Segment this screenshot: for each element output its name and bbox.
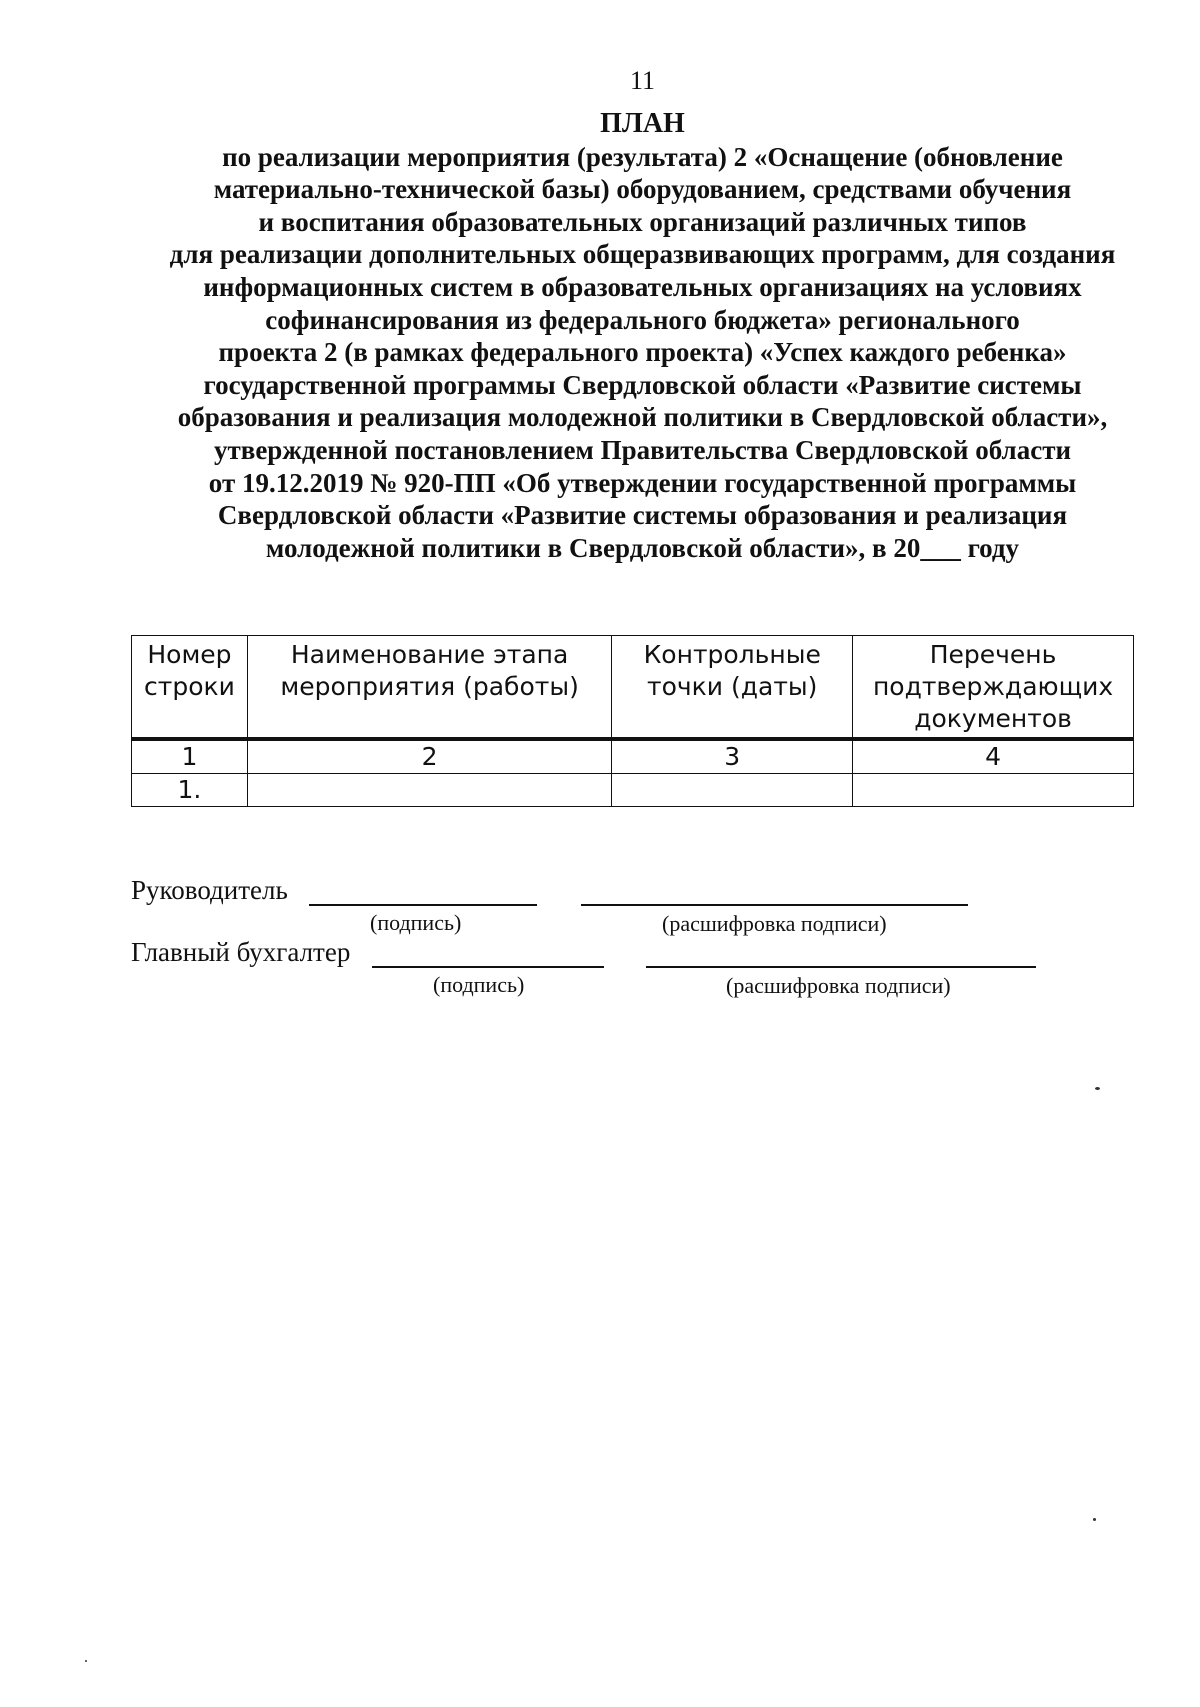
title-line: софинансирования из федерального бюджета» регионального — [265, 304, 1020, 335]
accountant-signature-line — [372, 966, 604, 968]
table-cell — [247, 774, 611, 807]
head-decoding-line — [581, 904, 968, 906]
head-label: Руководитель — [131, 875, 288, 905]
table-numbering-row — [132, 739, 1134, 774]
table-header-row — [132, 636, 1134, 740]
title-line: Свердловской области «Развитие системы образования и реализация — [217, 500, 1068, 531]
accountant-signature-caption: (подпись) — [433, 972, 525, 997]
title-line: материально-технической базы) оборудованием, средствами обучения — [213, 174, 1072, 205]
title-line: молодежной политики в Свердловской области», в 20___ году — [265, 532, 1020, 563]
scan-speck — [85, 1660, 87, 1662]
header-stage-name: Наименование этапа мероприятия (работы) — [247, 636, 611, 740]
accountant-decoding-line — [646, 966, 1036, 968]
scan-speck — [1093, 1518, 1096, 1521]
header-row-number: Номер строки — [132, 636, 248, 740]
title-line: образования и реализация молодежной политики в Свердловской области», — [177, 402, 1108, 433]
page-number: 11 — [629, 66, 656, 95]
document-title — [100, 108, 1185, 564]
table-cell: 1. — [132, 774, 248, 807]
scan-speck — [1095, 1087, 1100, 1090]
head-signature-line — [309, 904, 537, 906]
numbering-cell: 1 — [132, 739, 248, 774]
title-heading: ПЛАН — [600, 108, 685, 139]
table-row — [132, 774, 1134, 807]
title-line: информационных систем в образовательных организациях на условиях — [203, 271, 1082, 302]
header-documents: Перечень подтверждающих документов — [853, 636, 1134, 740]
title-line: и воспитания образовательных организаций различных типов — [258, 206, 1027, 237]
head-decoding-caption: (расшифровка подписи) — [662, 911, 887, 936]
title-line: проекта 2 (в рамках федерального проекта) «Успех каждого ребенка» — [218, 337, 1067, 368]
title-line: для реализации дополнительных общеразвивающих программ, для создания — [169, 239, 1116, 270]
numbering-cell: 4 — [853, 739, 1134, 774]
title-line: по реализации мероприятия (результата) 2 «Оснащение (обновление — [222, 141, 1063, 172]
accountant-label: Главный бухгалтер — [131, 937, 351, 967]
accountant-decoding-caption: (расшифровка подписи) — [726, 973, 951, 998]
table-cell — [853, 774, 1134, 807]
title-line: от 19.12.2019 № 920-ПП «Об утверждении государственной программы — [208, 467, 1077, 498]
title-line: государственной программы Свердловской области «Развитие системы — [203, 369, 1082, 400]
numbering-cell: 2 — [247, 739, 611, 774]
head-signature-caption: (подпись) — [370, 910, 462, 935]
table-cell — [612, 774, 853, 807]
title-line: утвержденной постановлением Правительства Свердловской области — [213, 434, 1072, 465]
plan-table — [131, 635, 1134, 807]
numbering-cell: 3 — [612, 739, 853, 774]
header-checkpoints: Контрольные точки (даты) — [612, 636, 853, 740]
